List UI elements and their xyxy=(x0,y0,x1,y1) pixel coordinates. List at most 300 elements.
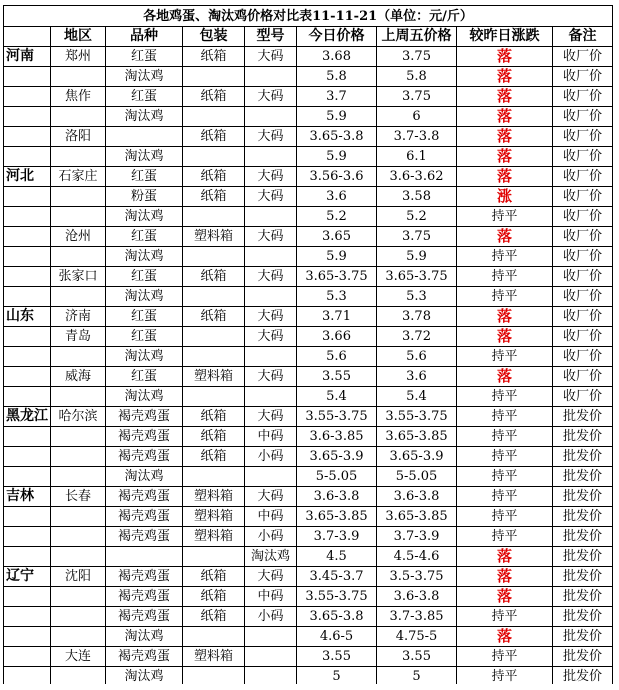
variety-cell: 红蛋 xyxy=(106,227,183,247)
variety-cell: 红蛋 xyxy=(106,167,183,187)
note-cell: 批发价 xyxy=(553,667,613,687)
city-cell xyxy=(51,507,106,527)
table-row xyxy=(4,207,613,227)
last-friday-price-cell: 3.7-3.8 xyxy=(377,127,457,147)
last-friday-price-cell: 3.65-3.85 xyxy=(377,507,457,527)
province-cell xyxy=(4,507,51,527)
change-cell: 持平 xyxy=(457,467,553,487)
spec-cell: 大码 xyxy=(245,187,297,207)
spec-cell: 淘汰鸡 xyxy=(245,547,297,567)
last-friday-price-cell: 6.1 xyxy=(377,147,457,167)
province-cell xyxy=(4,327,51,347)
last-friday-price-cell: 3.58 xyxy=(377,187,457,207)
variety-cell: 红蛋 xyxy=(106,367,183,387)
city-cell: 长春 xyxy=(51,487,106,507)
spec-cell: 大码 xyxy=(245,567,297,587)
note-cell: 收厂价 xyxy=(553,187,613,207)
table-row xyxy=(4,87,613,107)
variety-cell: 淘汰鸡 xyxy=(106,67,183,87)
variety-cell: 淘汰鸡 xyxy=(106,627,183,647)
province-cell xyxy=(4,647,51,667)
last-friday-price-cell: 3.75 xyxy=(377,87,457,107)
province-cell: 河北 xyxy=(4,167,51,187)
last-friday-price-cell: 5.6 xyxy=(377,347,457,367)
price-comparison-table xyxy=(3,5,613,687)
city-cell xyxy=(51,67,106,87)
change-cell: 落 xyxy=(457,587,553,607)
spec-cell xyxy=(245,107,297,127)
variety-cell xyxy=(106,127,183,147)
today-price-cell: 5-5.05 xyxy=(297,467,377,487)
today-price-cell: 3.55-3.75 xyxy=(297,587,377,607)
table-row xyxy=(4,307,613,327)
header-region: 地区 xyxy=(51,27,106,47)
spec-cell: 大码 xyxy=(245,127,297,147)
packaging-cell: 塑料箱 xyxy=(183,507,245,527)
note-cell: 收厂价 xyxy=(553,67,613,87)
packaging-cell: 纸箱 xyxy=(183,447,245,467)
city-cell xyxy=(51,547,106,567)
today-price-cell: 3.66 xyxy=(297,327,377,347)
spec-cell xyxy=(245,627,297,647)
variety-cell: 褐壳鸡蛋 xyxy=(106,487,183,507)
last-friday-price-cell: 5.4 xyxy=(377,387,457,407)
spec-cell: 大码 xyxy=(245,307,297,327)
note-cell: 收厂价 xyxy=(553,227,613,247)
city-cell xyxy=(51,287,106,307)
province-cell xyxy=(4,87,51,107)
header-change: 较昨日涨跌 xyxy=(457,27,553,47)
spec-cell: 小码 xyxy=(245,527,297,547)
variety-cell: 粉蛋 xyxy=(106,187,183,207)
last-friday-price-cell: 3.6 xyxy=(377,367,457,387)
note-cell: 收厂价 xyxy=(553,307,613,327)
variety-cell: 红蛋 xyxy=(106,327,183,347)
last-friday-price-cell: 3.6-3.8 xyxy=(377,487,457,507)
spec-cell: 大码 xyxy=(245,487,297,507)
note-cell: 批发价 xyxy=(553,467,613,487)
last-friday-price-cell: 5.2 xyxy=(377,207,457,227)
packaging-cell: 纸箱 xyxy=(183,127,245,147)
province-cell xyxy=(4,547,51,567)
province-cell xyxy=(4,207,51,227)
variety-cell: 褐壳鸡蛋 xyxy=(106,607,183,627)
packaging-cell xyxy=(183,327,245,347)
city-cell xyxy=(51,347,106,367)
variety-cell: 红蛋 xyxy=(106,267,183,287)
variety-cell: 淘汰鸡 xyxy=(106,467,183,487)
note-cell: 批发价 xyxy=(553,447,613,467)
today-price-cell: 3.55 xyxy=(297,367,377,387)
variety-cell: 淘汰鸡 xyxy=(106,387,183,407)
city-cell: 郑州 xyxy=(51,47,106,67)
change-cell: 落 xyxy=(457,107,553,127)
spec-cell: 大码 xyxy=(245,47,297,67)
today-price-cell: 5 xyxy=(297,667,377,687)
note-cell: 批发价 xyxy=(553,647,613,667)
province-cell xyxy=(4,187,51,207)
note-cell: 批发价 xyxy=(553,427,613,447)
today-price-cell: 3.68 xyxy=(297,47,377,67)
change-cell: 落 xyxy=(457,547,553,567)
table-row xyxy=(4,427,613,447)
province-cell xyxy=(4,367,51,387)
spec-cell: 中码 xyxy=(245,427,297,447)
today-price-cell: 5.6 xyxy=(297,347,377,367)
province-cell xyxy=(4,527,51,547)
spec-cell: 大码 xyxy=(245,227,297,247)
last-friday-price-cell: 3.65-3.75 xyxy=(377,267,457,287)
table-row xyxy=(4,647,613,667)
note-cell: 批发价 xyxy=(553,547,613,567)
table-row xyxy=(4,407,613,427)
city-cell xyxy=(51,627,106,647)
change-cell: 落 xyxy=(457,227,553,247)
city-cell xyxy=(51,527,106,547)
header-row xyxy=(4,27,613,47)
city-cell: 沧州 xyxy=(51,227,106,247)
note-cell: 收厂价 xyxy=(553,87,613,107)
today-price-cell: 3.7-3.9 xyxy=(297,527,377,547)
table-row xyxy=(4,227,613,247)
packaging-cell xyxy=(183,67,245,87)
packaging-cell: 塑料箱 xyxy=(183,527,245,547)
today-price-cell: 5.9 xyxy=(297,147,377,167)
header-variety: 品种 xyxy=(106,27,183,47)
today-price-cell: 3.55-3.75 xyxy=(297,407,377,427)
header-note: 备注 xyxy=(553,27,613,47)
spec-cell: 大码 xyxy=(245,167,297,187)
packaging-cell xyxy=(183,107,245,127)
change-cell: 持平 xyxy=(457,207,553,227)
variety-cell: 褐壳鸡蛋 xyxy=(106,427,183,447)
note-cell: 收厂价 xyxy=(553,167,613,187)
spec-cell: 大码 xyxy=(245,87,297,107)
note-cell: 批发价 xyxy=(553,627,613,647)
table-row xyxy=(4,607,613,627)
table-row xyxy=(4,467,613,487)
today-price-cell: 3.65-3.9 xyxy=(297,447,377,467)
spec-cell xyxy=(245,207,297,227)
packaging-cell xyxy=(183,207,245,227)
packaging-cell: 纸箱 xyxy=(183,187,245,207)
table-row xyxy=(4,507,613,527)
city-cell xyxy=(51,447,106,467)
spec-cell xyxy=(245,347,297,367)
city-cell xyxy=(51,467,106,487)
today-price-cell: 3.56-3.6 xyxy=(297,167,377,187)
packaging-cell: 塑料箱 xyxy=(183,227,245,247)
spec-cell: 大码 xyxy=(245,267,297,287)
variety-cell: 褐壳鸡蛋 xyxy=(106,587,183,607)
province-cell xyxy=(4,107,51,127)
change-cell: 持平 xyxy=(457,347,553,367)
spec-cell xyxy=(245,67,297,87)
note-cell: 批发价 xyxy=(553,487,613,507)
spec-cell: 小码 xyxy=(245,607,297,627)
variety-cell: 淘汰鸡 xyxy=(106,147,183,167)
change-cell: 持平 xyxy=(457,407,553,427)
today-price-cell: 4.6-5 xyxy=(297,627,377,647)
change-cell: 落 xyxy=(457,87,553,107)
packaging-cell: 纸箱 xyxy=(183,87,245,107)
city-cell xyxy=(51,107,106,127)
variety-cell: 淘汰鸡 xyxy=(106,287,183,307)
packaging-cell: 纸箱 xyxy=(183,587,245,607)
change-cell: 落 xyxy=(457,127,553,147)
change-cell: 落 xyxy=(457,307,553,327)
today-price-cell: 5.9 xyxy=(297,107,377,127)
table-row xyxy=(4,247,613,267)
last-friday-price-cell: 3.7-3.9 xyxy=(377,527,457,547)
city-cell: 威海 xyxy=(51,367,106,387)
province-cell xyxy=(4,467,51,487)
last-friday-price-cell: 3.75 xyxy=(377,47,457,67)
change-cell: 持平 xyxy=(457,667,553,687)
table-row xyxy=(4,567,613,587)
note-cell: 批发价 xyxy=(553,567,613,587)
table-row xyxy=(4,387,613,407)
last-friday-price-cell: 3.78 xyxy=(377,307,457,327)
last-friday-price-cell: 5.8 xyxy=(377,67,457,87)
note-cell: 收厂价 xyxy=(553,327,613,347)
variety-cell: 褐壳鸡蛋 xyxy=(106,507,183,527)
today-price-cell: 3.65-3.75 xyxy=(297,267,377,287)
change-cell: 持平 xyxy=(457,487,553,507)
province-cell xyxy=(4,627,51,647)
today-price-cell: 3.71 xyxy=(297,307,377,327)
variety-cell: 红蛋 xyxy=(106,307,183,327)
header-last-friday-price: 上周五价格 xyxy=(377,27,457,47)
province-cell xyxy=(4,67,51,87)
today-price-cell: 3.65-3.8 xyxy=(297,127,377,147)
packaging-cell: 纸箱 xyxy=(183,307,245,327)
table-row xyxy=(4,347,613,367)
province-cell: 吉林 xyxy=(4,487,51,507)
table-row xyxy=(4,47,613,67)
city-cell xyxy=(51,247,106,267)
change-cell: 落 xyxy=(457,147,553,167)
header-blank xyxy=(4,27,51,47)
packaging-cell: 塑料箱 xyxy=(183,487,245,507)
spec-cell: 大码 xyxy=(245,407,297,427)
today-price-cell: 3.65-3.8 xyxy=(297,607,377,627)
last-friday-price-cell: 3.55-3.75 xyxy=(377,407,457,427)
province-cell: 山东 xyxy=(4,307,51,327)
spec-cell: 小码 xyxy=(245,447,297,467)
last-friday-price-cell: 3.7-3.85 xyxy=(377,607,457,627)
change-cell: 持平 xyxy=(457,507,553,527)
table-title: 各地鸡蛋、淘汰鸡价格对比表11-11-21（单位：元/斤） xyxy=(4,6,613,27)
variety-cell: 红蛋 xyxy=(106,47,183,67)
spec-cell: 大码 xyxy=(245,367,297,387)
province-cell xyxy=(4,267,51,287)
last-friday-price-cell: 3.65-3.9 xyxy=(377,447,457,467)
province-cell: 河南 xyxy=(4,47,51,67)
today-price-cell: 4.5 xyxy=(297,547,377,567)
today-price-cell: 3.65-3.85 xyxy=(297,507,377,527)
table-row xyxy=(4,107,613,127)
today-price-cell: 5.8 xyxy=(297,67,377,87)
province-cell xyxy=(4,247,51,267)
last-friday-price-cell: 3.55 xyxy=(377,647,457,667)
last-friday-price-cell: 3.72 xyxy=(377,327,457,347)
packaging-cell xyxy=(183,147,245,167)
today-price-cell: 3.65 xyxy=(297,227,377,247)
last-friday-price-cell: 5 xyxy=(377,667,457,687)
bottom-edge xyxy=(0,684,619,690)
spec-cell xyxy=(245,387,297,407)
change-cell: 落 xyxy=(457,327,553,347)
variety-cell: 红蛋 xyxy=(106,87,183,107)
last-friday-price-cell: 3.65-3.85 xyxy=(377,427,457,447)
change-cell: 持平 xyxy=(457,387,553,407)
province-cell xyxy=(4,427,51,447)
variety-cell xyxy=(106,547,183,567)
province-cell: 黑龙江 xyxy=(4,407,51,427)
change-cell: 持平 xyxy=(457,447,553,467)
packaging-cell: 纸箱 xyxy=(183,167,245,187)
change-cell: 落 xyxy=(457,167,553,187)
variety-cell: 褐壳鸡蛋 xyxy=(106,647,183,667)
note-cell: 收厂价 xyxy=(553,107,613,127)
note-cell: 收厂价 xyxy=(553,247,613,267)
table-row xyxy=(4,367,613,387)
city-cell xyxy=(51,607,106,627)
last-friday-price-cell: 5.9 xyxy=(377,247,457,267)
spec-cell xyxy=(245,287,297,307)
note-cell: 批发价 xyxy=(553,507,613,527)
variety-cell: 淘汰鸡 xyxy=(106,347,183,367)
packaging-cell xyxy=(183,387,245,407)
province-cell xyxy=(4,347,51,367)
table-row xyxy=(4,167,613,187)
today-price-cell: 3.6-3.85 xyxy=(297,427,377,447)
note-cell: 收厂价 xyxy=(553,47,613,67)
variety-cell: 淘汰鸡 xyxy=(106,107,183,127)
last-friday-price-cell: 5.3 xyxy=(377,287,457,307)
last-friday-price-cell: 3.6-3.8 xyxy=(377,587,457,607)
variety-cell: 褐壳鸡蛋 xyxy=(106,447,183,467)
variety-cell: 淘汰鸡 xyxy=(106,247,183,267)
note-cell: 批发价 xyxy=(553,527,613,547)
city-cell xyxy=(51,147,106,167)
today-price-cell: 3.6-3.8 xyxy=(297,487,377,507)
packaging-cell xyxy=(183,467,245,487)
change-cell: 落 xyxy=(457,567,553,587)
change-cell: 持平 xyxy=(457,527,553,547)
today-price-cell: 3.7 xyxy=(297,87,377,107)
province-cell xyxy=(4,587,51,607)
packaging-cell xyxy=(183,247,245,267)
table-row xyxy=(4,67,613,87)
change-cell: 落 xyxy=(457,67,553,87)
city-cell: 焦作 xyxy=(51,87,106,107)
today-price-cell: 5.2 xyxy=(297,207,377,227)
note-cell: 收厂价 xyxy=(553,127,613,147)
table-row xyxy=(4,327,613,347)
last-friday-price-cell: 4.5-4.6 xyxy=(377,547,457,567)
note-cell: 批发价 xyxy=(553,587,613,607)
variety-cell: 淘汰鸡 xyxy=(106,207,183,227)
spec-cell xyxy=(245,247,297,267)
note-cell: 收厂价 xyxy=(553,367,613,387)
variety-cell: 褐壳鸡蛋 xyxy=(106,527,183,547)
city-cell xyxy=(51,187,106,207)
packaging-cell xyxy=(183,287,245,307)
note-cell: 收厂价 xyxy=(553,267,613,287)
spec-cell xyxy=(245,147,297,167)
province-cell xyxy=(4,147,51,167)
note-cell: 批发价 xyxy=(553,607,613,627)
city-cell: 洛阳 xyxy=(51,127,106,147)
note-cell: 收厂价 xyxy=(553,347,613,367)
change-cell: 落 xyxy=(457,367,553,387)
change-cell: 落 xyxy=(457,47,553,67)
city-cell: 济南 xyxy=(51,307,106,327)
province-cell xyxy=(4,227,51,247)
table-row xyxy=(4,627,613,647)
spec-cell: 大码 xyxy=(245,327,297,347)
last-friday-price-cell: 3.6-3.62 xyxy=(377,167,457,187)
packaging-cell xyxy=(183,547,245,567)
table-row xyxy=(4,487,613,507)
today-price-cell: 5.4 xyxy=(297,387,377,407)
city-cell xyxy=(51,587,106,607)
city-cell xyxy=(51,207,106,227)
today-price-cell: 3.45-3.7 xyxy=(297,567,377,587)
change-cell: 持平 xyxy=(457,247,553,267)
table-row xyxy=(4,587,613,607)
note-cell: 收厂价 xyxy=(553,387,613,407)
province-cell xyxy=(4,447,51,467)
packaging-cell: 纸箱 xyxy=(183,47,245,67)
table-row xyxy=(4,127,613,147)
variety-cell: 褐壳鸡蛋 xyxy=(106,407,183,427)
packaging-cell: 纸箱 xyxy=(183,567,245,587)
packaging-cell xyxy=(183,347,245,367)
packaging-cell: 塑料箱 xyxy=(183,367,245,387)
packaging-cell: 纸箱 xyxy=(183,427,245,447)
title-row xyxy=(4,6,613,27)
change-cell: 持平 xyxy=(457,267,553,287)
variety-cell: 褐壳鸡蛋 xyxy=(106,567,183,587)
last-friday-price-cell: 5-5.05 xyxy=(377,467,457,487)
spec-cell: 中码 xyxy=(245,587,297,607)
today-price-cell: 5.9 xyxy=(297,247,377,267)
province-cell xyxy=(4,287,51,307)
change-cell: 持平 xyxy=(457,647,553,667)
packaging-cell: 塑料箱 xyxy=(183,647,245,667)
city-cell: 张家口 xyxy=(51,267,106,287)
note-cell: 收厂价 xyxy=(553,287,613,307)
last-friday-price-cell: 6 xyxy=(377,107,457,127)
table-row xyxy=(4,147,613,167)
table-row xyxy=(4,287,613,307)
packaging-cell xyxy=(183,627,245,647)
city-cell: 沈阳 xyxy=(51,567,106,587)
last-friday-price-cell: 3.5-3.75 xyxy=(377,567,457,587)
today-price-cell: 3.55 xyxy=(297,647,377,667)
table-row xyxy=(4,547,613,567)
table-row xyxy=(4,527,613,547)
change-cell: 持平 xyxy=(457,427,553,447)
note-cell: 收厂价 xyxy=(553,207,613,227)
header-packaging: 包装 xyxy=(183,27,245,47)
city-cell: 大连 xyxy=(51,647,106,667)
change-cell: 落 xyxy=(457,627,553,647)
province-cell xyxy=(4,607,51,627)
